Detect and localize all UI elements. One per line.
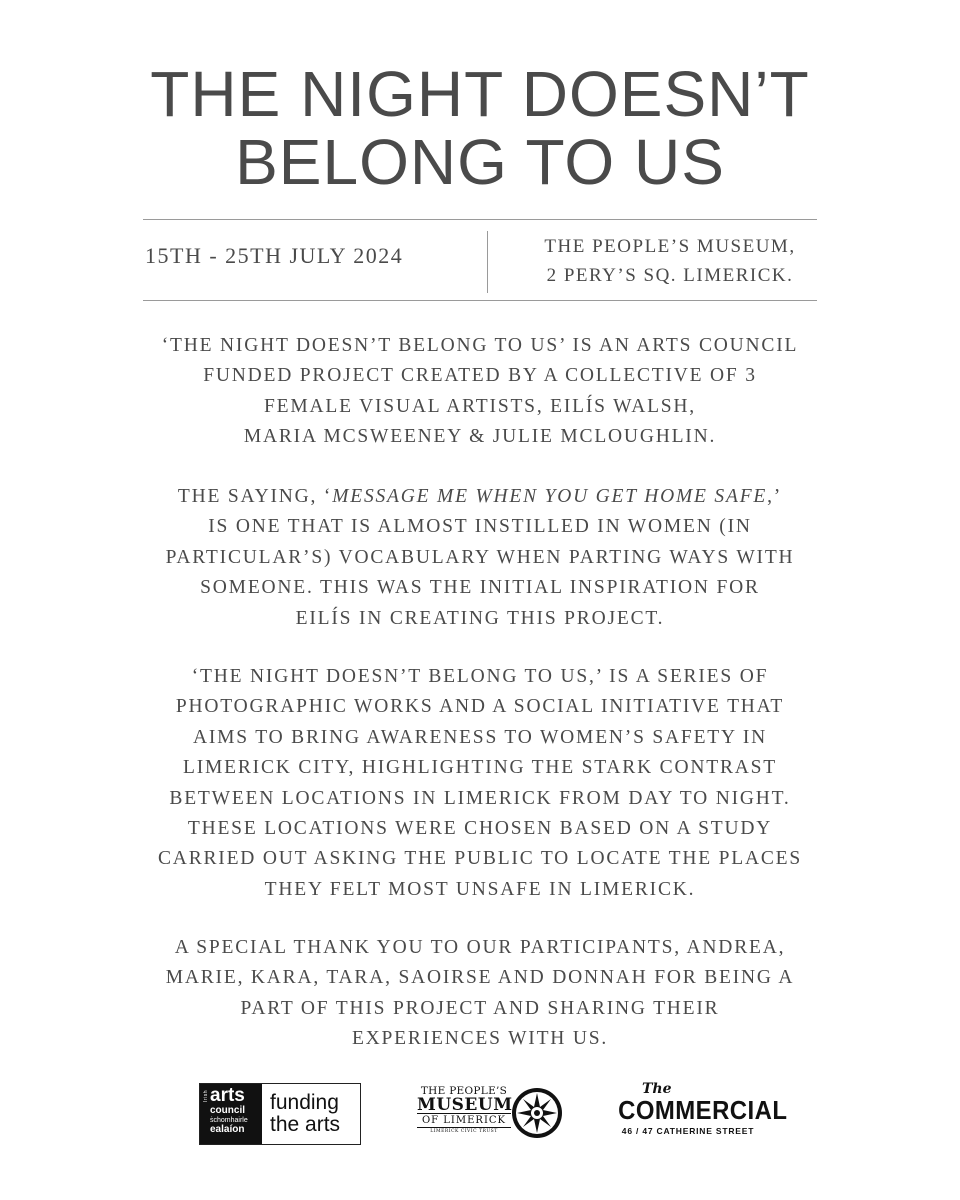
paragraph-line: PART OF THIS PROJECT AND SHARING THEIR xyxy=(240,997,720,1019)
arts-council-vertical-text: Irish xyxy=(203,1090,209,1102)
saying-suffix: ,’ xyxy=(767,486,783,507)
paragraph-line: LIMERICK CITY, HIGHLIGHTING THE STARK CONTRAST xyxy=(183,757,777,779)
paragraph-line: CARRIED OUT ASKING THE PUBLIC TO LOCATE THE PLACES xyxy=(158,848,802,870)
funding-line-1: funding xyxy=(270,1091,339,1114)
arts-council-word-ealaion: ealaíon xyxy=(210,1124,245,1135)
museum-line-4: LIMERICK CIVIC TRUST xyxy=(430,1129,498,1134)
paragraph-line: ‘THE NIGHT DOESN’T BELONG TO US’ IS AN ARTS COUNCIL xyxy=(161,335,799,356)
paragraph-line: MARIA MCSWEENEY & JULIE MCLOUGHLIN. xyxy=(243,426,717,448)
paragraph-line: IS ONE THAT IS ALMOST INSTILLED IN WOMEN (IN xyxy=(208,516,752,538)
event-venue xyxy=(520,232,820,290)
paragraph-line: EXPERIENCES WITH US. xyxy=(351,1028,609,1050)
saying-quote: MESSAGE ME WHEN YOU GET HOME SAFE xyxy=(332,486,768,507)
paragraph-line: SOMEONE. THIS WAS THE INITIAL INSPIRATION FOR xyxy=(200,577,760,599)
commercial-name: COMMERCIAL xyxy=(618,1095,788,1125)
paragraph-line: AIMS TO BRING AWARENESS TO WOMEN’S SAFETY IN xyxy=(192,726,768,748)
rosette-seal-icon xyxy=(511,1087,563,1139)
arts-council-mark xyxy=(200,1084,262,1144)
commercial-logo xyxy=(612,1081,788,1144)
arts-council-logo xyxy=(199,1083,361,1145)
museum-line-2: MUSEUM xyxy=(417,1095,513,1115)
paragraph-description xyxy=(60,662,900,905)
paragraph-line: ‘THE NIGHT DOESN’T BELONG TO US,’ IS A SERIES OF xyxy=(191,666,769,687)
paragraph-line: FUNDED PROJECT CREATED BY A COLLECTIVE OF 3 xyxy=(203,365,757,387)
paragraph-line: EILÍS IN CREATING THIS PROJECT. xyxy=(295,607,665,629)
paragraph-line: PHOTOGRAPHIC WORKS AND A SOCIAL INITIATIVE THAT xyxy=(175,696,785,718)
peoples-museum-logo xyxy=(417,1085,565,1145)
museum-line-3: OF LIMERICK xyxy=(417,1113,511,1128)
divider-top xyxy=(143,219,817,220)
funding-line-2: the arts xyxy=(270,1113,341,1136)
divider-vertical xyxy=(487,231,488,293)
paragraph-line: BETWEEN LOCATIONS IN LIMERICK FROM DAY TO NIGHT. xyxy=(169,787,791,809)
paragraph-line xyxy=(60,482,900,512)
title-line-1: THE NIGHT DOESN’T xyxy=(150,58,810,130)
arts-council-word-council: council xyxy=(210,1105,246,1116)
poster-title xyxy=(0,60,960,196)
museum-line-1: THE PEOPLE’S xyxy=(420,1085,508,1097)
venue-line-1: THE PEOPLE’S MUSEUM, xyxy=(544,236,796,257)
museum-wordmark xyxy=(417,1085,511,1135)
paragraph-line: THESE LOCATIONS WERE CHOSEN BASED ON A STUDY xyxy=(187,818,773,840)
arts-council-word-chomhairle: ṡchomhairle xyxy=(210,1117,248,1124)
divider-bottom xyxy=(143,300,817,301)
commercial-address: 46 / 47 CATHERINE STREET xyxy=(621,1126,755,1136)
saying-prefix: THE SAYING, ‘ xyxy=(177,486,333,507)
paragraph-line: FEMALE VISUAL ARTISTS, EILÍS WALSH, xyxy=(264,395,696,417)
paragraph-thanks xyxy=(60,933,900,1055)
paragraph-line: MARIE, KARA, TARA, SAOIRSE AND DONNAH FOR BEING A xyxy=(165,967,795,989)
funding-the-arts-text xyxy=(262,1084,360,1144)
venue-line-2: 2 PERY’S SQ. LIMERICK. xyxy=(546,265,794,286)
commercial-the: The xyxy=(642,1081,672,1097)
paragraph-line: A SPECIAL THANK YOU TO OUR PARTICIPANTS, ANDREA, xyxy=(174,937,786,958)
paragraph-saying xyxy=(60,482,900,634)
paragraph-intro xyxy=(60,331,900,453)
paragraph-line: PARTICULAR’S) VOCABULARY WHEN PARTING WAYS WITH xyxy=(165,546,795,568)
title-line-2: BELONG TO US xyxy=(235,126,725,198)
event-dates: 15TH - 25TH JULY 2024 xyxy=(145,243,404,268)
arts-council-word-arts: arts xyxy=(210,1085,245,1106)
paragraph-line: THEY FELT MOST UNSAFE IN LIMERICK. xyxy=(264,878,696,900)
